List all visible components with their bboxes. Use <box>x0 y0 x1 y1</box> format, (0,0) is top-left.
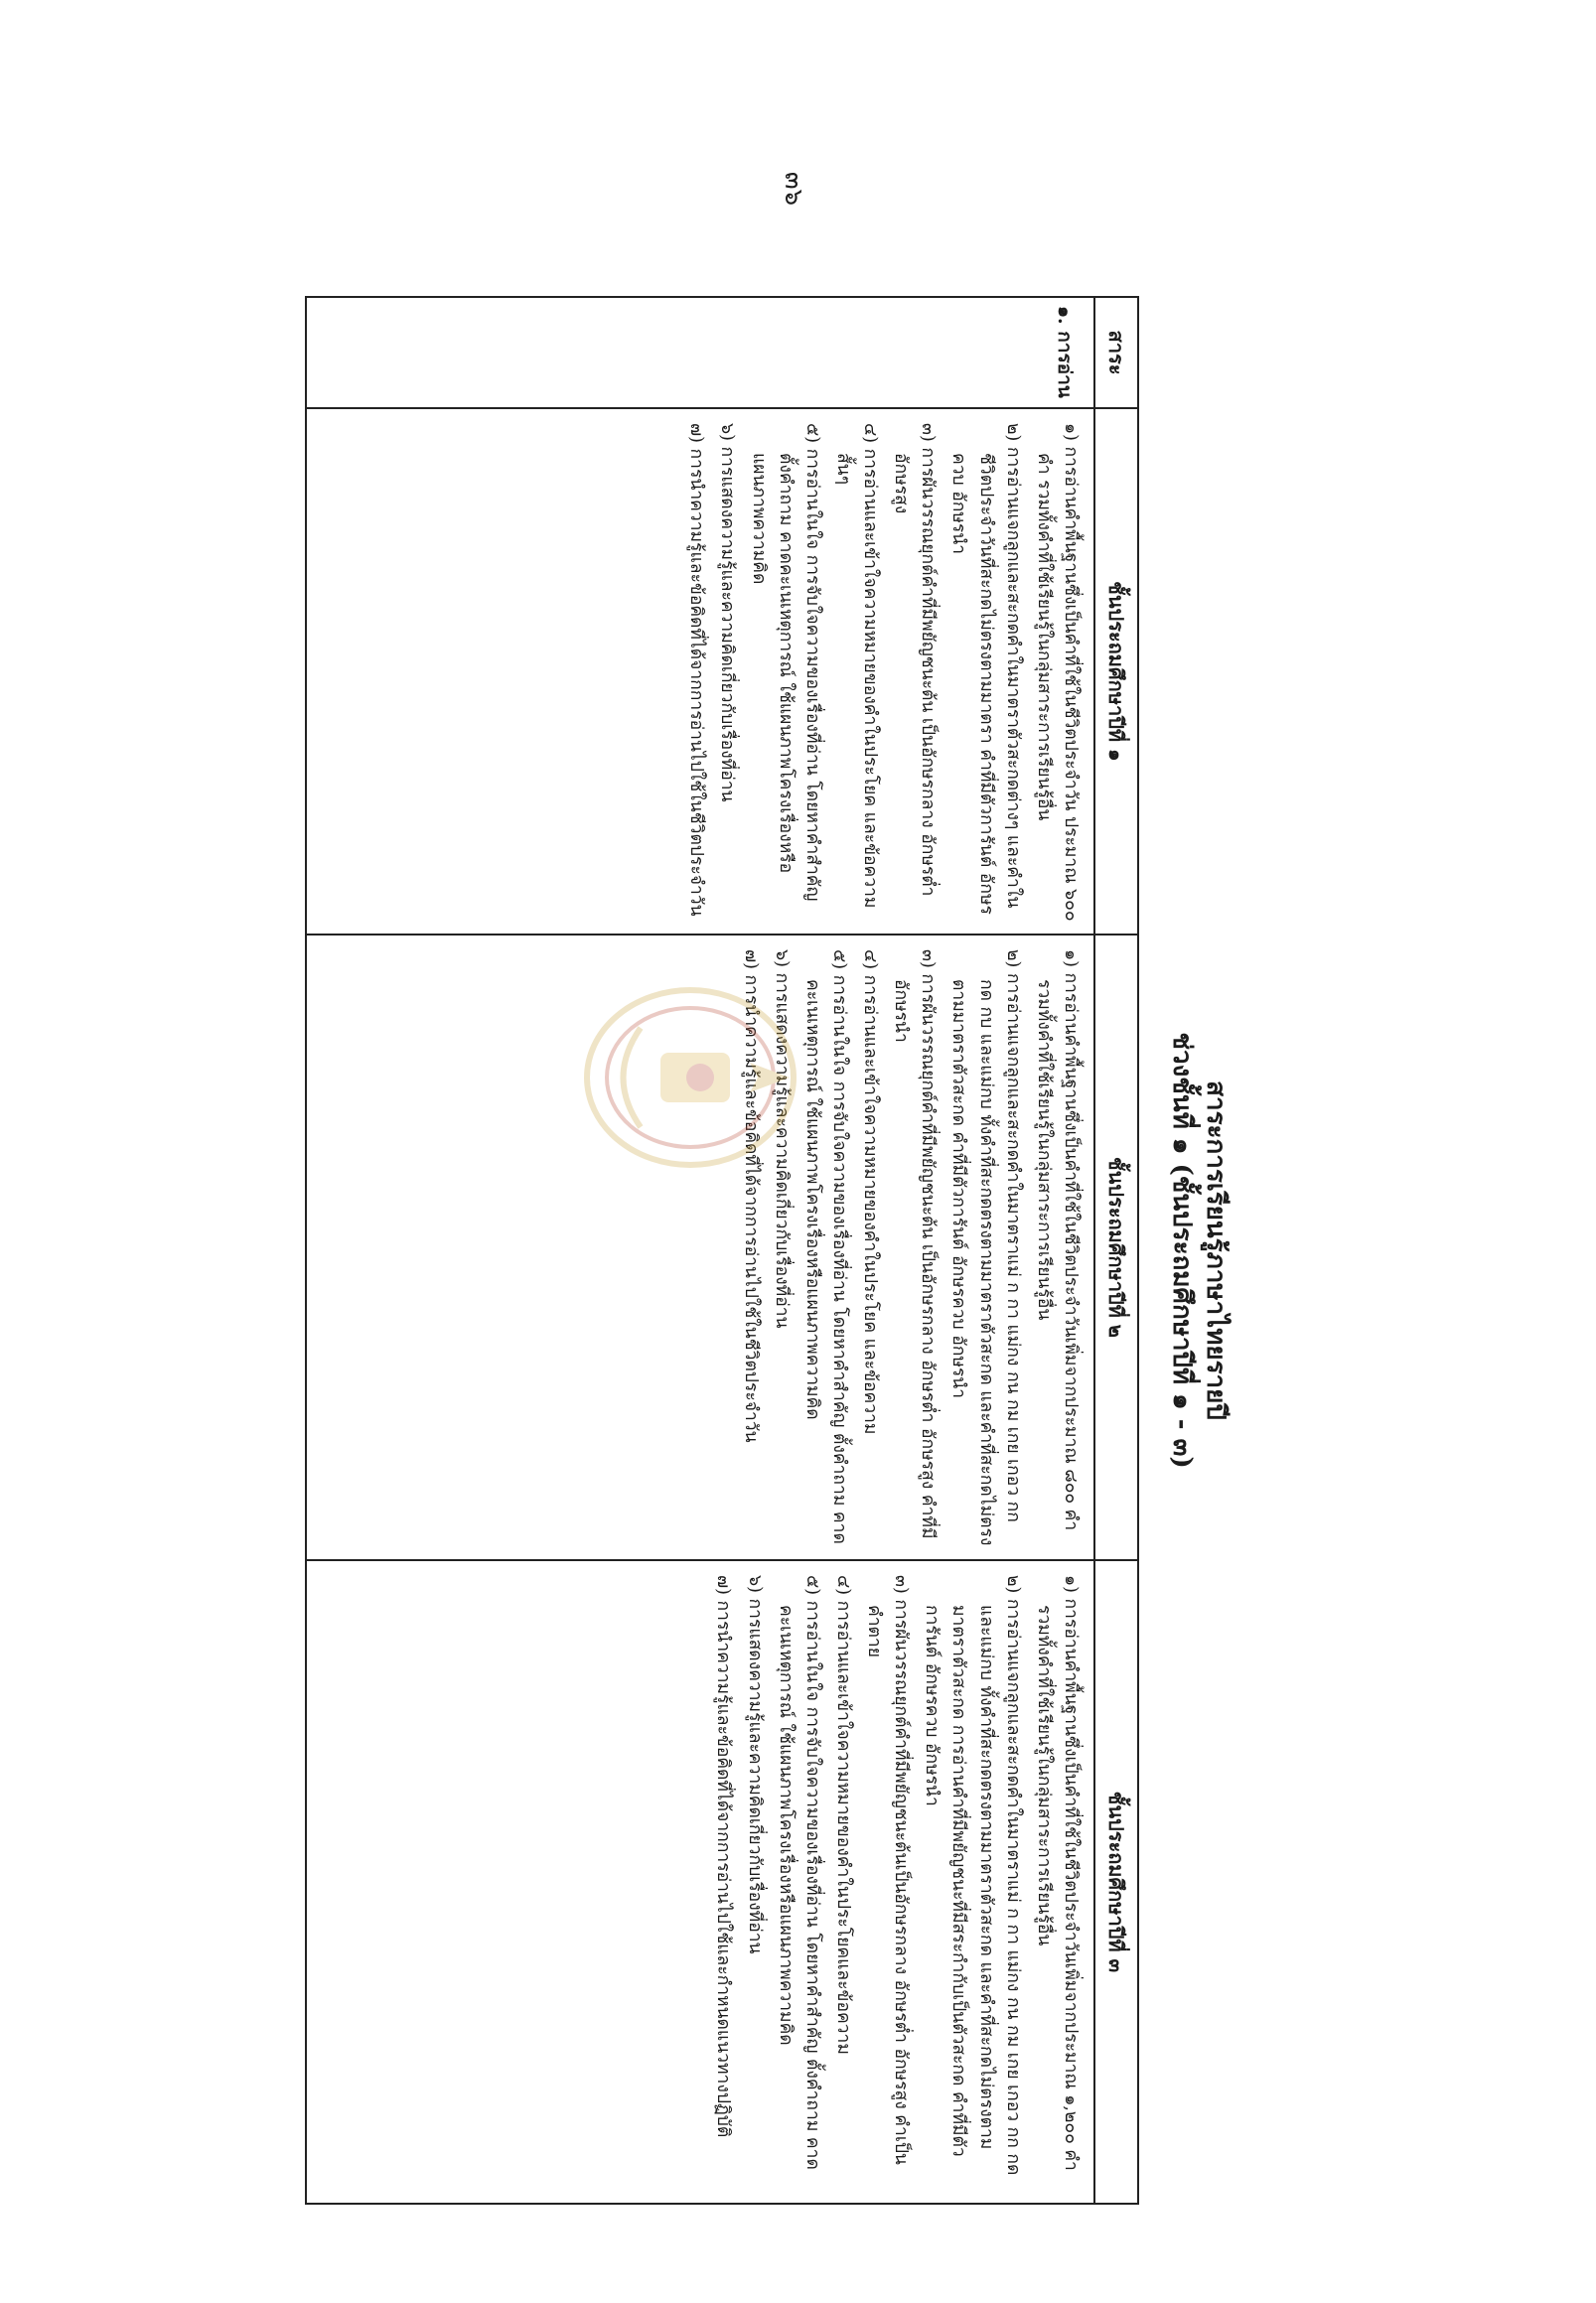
grade-2-item: ๗) การนำความรู้และข้อคิดที่ได้จากการอ่านไปใช้ในชีวิตประจำวัน <box>740 949 761 1443</box>
page-number: ๓๖ <box>779 171 809 207</box>
grade-3-item: ๓) การผันวรรณยุกต์คำที่มีพยัญชนะต้นเป็นอักษรกลาง อักษรต่ำ อักษรสูง คำเป็น คำตาย <box>864 1575 912 2165</box>
grade-1-item: ๗) การนำความรู้และข้อคิดที่ได้จากการอ่านไปใช้ในชีวิตประจำวัน <box>686 423 707 917</box>
grade-3-item: ๕) การอ่านในใจ การจับใจความของเรื่องที่อ่าน โดยหาคำสำคัญ ตั้งคำถาม คาดคะเนเหตุการณ์ ใช้แผนภาพโครงเรื่องหรือแผนภาพความคิด <box>775 1575 822 2170</box>
strand-name: ๑. การอ่าน <box>1054 306 1076 398</box>
grade-2-item: ๔) การอ่านและเข้าใจความหมายของคำในประโยค และข้อความ <box>860 949 881 1435</box>
header-strand: สาระ <box>1093 298 1137 407</box>
document-title: สาระการเรียนรู้ภาษาไทยรายปี <box>1201 1080 1231 1420</box>
grade-1-items <box>682 409 1093 934</box>
header-grade-2: ชั้นประถมศึกษาปีที่ ๒ <box>1093 936 1137 1559</box>
header-grade-3: ชั้นประถมศึกษาปีที่ ๓ <box>1093 1561 1137 2203</box>
column-grade-1 <box>307 409 1137 936</box>
header-grade-1: ชั้นประถมศึกษาปีที่ ๑ <box>1093 409 1137 934</box>
grade-1-item: ๕) การอ่านในใจ การจับใจความของเรื่องที่อ่าน โดยหาคำสำคัญ ตั้งคำถาม คาดคะเนเหตุการณ์ ใช้แผนภาพโครงเรื่องหรือแผนภาพความคิด <box>748 423 822 902</box>
grade-1-item: ๔) การอ่านและเข้าใจความหมายของคำในประโยค และข้อความสั้นๆ <box>833 423 881 909</box>
grade-3-items <box>709 1561 1093 2203</box>
curriculum-table <box>305 296 1139 2205</box>
grade-1-item: ๒) การอ่านแจกลูกและสะกดคำในมาตราตัวสะกดต่างๆ และคำในชีวิตประจำวันที่สะกดไม่ตรงตามมาตรา คำที่มีตัวการันต์ อักษรควบ อักษรนำ <box>948 423 1023 915</box>
grade-2-item: ๕) การอ่านในใจ การจับใจความของเรื่องที่อ่าน โดยหาคำสำคัญ ตั้งคำถาม คาดคะเนเหตุการณ์ ใช้แผนภาพโครงเรื่องหรือแผนภาพความคิด <box>801 949 849 1544</box>
grade-2-item: ๓) การผันวรรณยุกต์คำที่มีพยัญชนะต้น เป็นอักษรกลาง อักษรต่ำ อักษรสูง คำที่มีอักษรนำ <box>891 949 939 1539</box>
grade-3-item: ๔) การอ่านและเข้าใจความหมายของคำในประโยคและข้อความ <box>833 1575 853 2055</box>
grade-1-item: ๑) การอ่านคำพื้นฐานซึ่งเป็นคำที่ใช้ในชีวิตประจำวัน ประมาณ ๖๐๐ คำ รวมทั้งคำที่ใช้เรียนรู้ในกลุ่มสาระการเรียนรู้อื่น <box>1033 423 1081 922</box>
grade-3-item: ๖) การแสดงความรู้และความคิดเกี่ยวกับเรื่องที่อ่าน <box>744 1575 765 1954</box>
grade-3-item: ๒) การอ่านแจกลูกและสะกดคำในมาตราแม่ ก กา แม่กง กน กม เกย เกอว กก กด และแม่กบ ทั้งคำที่สะกดตรงตามมาตราตัวสะกด และคำที่สะกดไม่ตรงตามมาตราตัวสะกด การอ่านคำที่มีพยัญชนะที่มีสระกำกับเป็นตัวสะกด คำที่มีตัวการันต์ อักษรควบ อักษรนำ <box>922 1575 1023 2176</box>
column-strand <box>307 298 1137 409</box>
grade-2-items <box>737 936 1094 1559</box>
grade-1-item: ๓) การผันวรรณยุกต์คำที่มีพยัญชนะต้น เป็นอักษรกลาง อักษรต่ำ อักษรสูง <box>891 423 939 897</box>
grade-2-item: ๒) การอ่านแจกลูกและสะกดคำในมาตราแม่ ก กา แม่กง กน กม เกย เกอว กก กด กบ และแม่กบ ทั้งคำที่สะกดตรงตามมาตราตัวสะกด และคำที่สะกดไม่ตรงตามมาตราตัวสะกด คำที่มีตัวการันต์ อักษรควบ อักษรนำ <box>948 949 1023 1546</box>
grade-2-item: ๖) การแสดงความรู้และความคิดเกี่ยวกับเรื่องที่อ่าน <box>771 949 792 1329</box>
rotated-document <box>360 296 1229 2205</box>
grade-3-item: ๗) การนำความรู้และข้อคิดที่ได้จากการอ่านไปใช้และกำหนดแนวทางปฏิบัติ <box>713 1575 734 2138</box>
column-grade-2 <box>307 936 1137 1561</box>
grade-1-item: ๖) การแสดงความรู้และความคิดเกี่ยวกับเรื่องที่อ่าน <box>717 423 738 802</box>
document-subtitle: ช่วงชั้นที่ ๑ (ชั้นประถมศึกษาปีที่ ๑ - ๓) <box>1167 1032 1197 1469</box>
column-grade-3 <box>307 1561 1137 2205</box>
grade-3-item: ๑) การอ่านคำพื้นฐานซึ่งเป็นคำที่ใช้ในชีวิตประจำวันเพิ่มจากประมาณ ๑,๒๐๐ คำ รวมทั้งคำที่ใช้เรียนรู้ในกลุ่มสาระการเรียนรู้อื่น <box>1033 1575 1081 2171</box>
grade-2-item: ๑) การอ่านคำพื้นฐานซึ่งเป็นคำที่ใช้ในชีวิตประจำวันเพิ่มจากประมาณ ๘๐๐ คำ รวมทั้งคำที่ใช้เรียนรู้ในกลุ่มสาระการเรียนรู้อื่น <box>1033 949 1081 1531</box>
